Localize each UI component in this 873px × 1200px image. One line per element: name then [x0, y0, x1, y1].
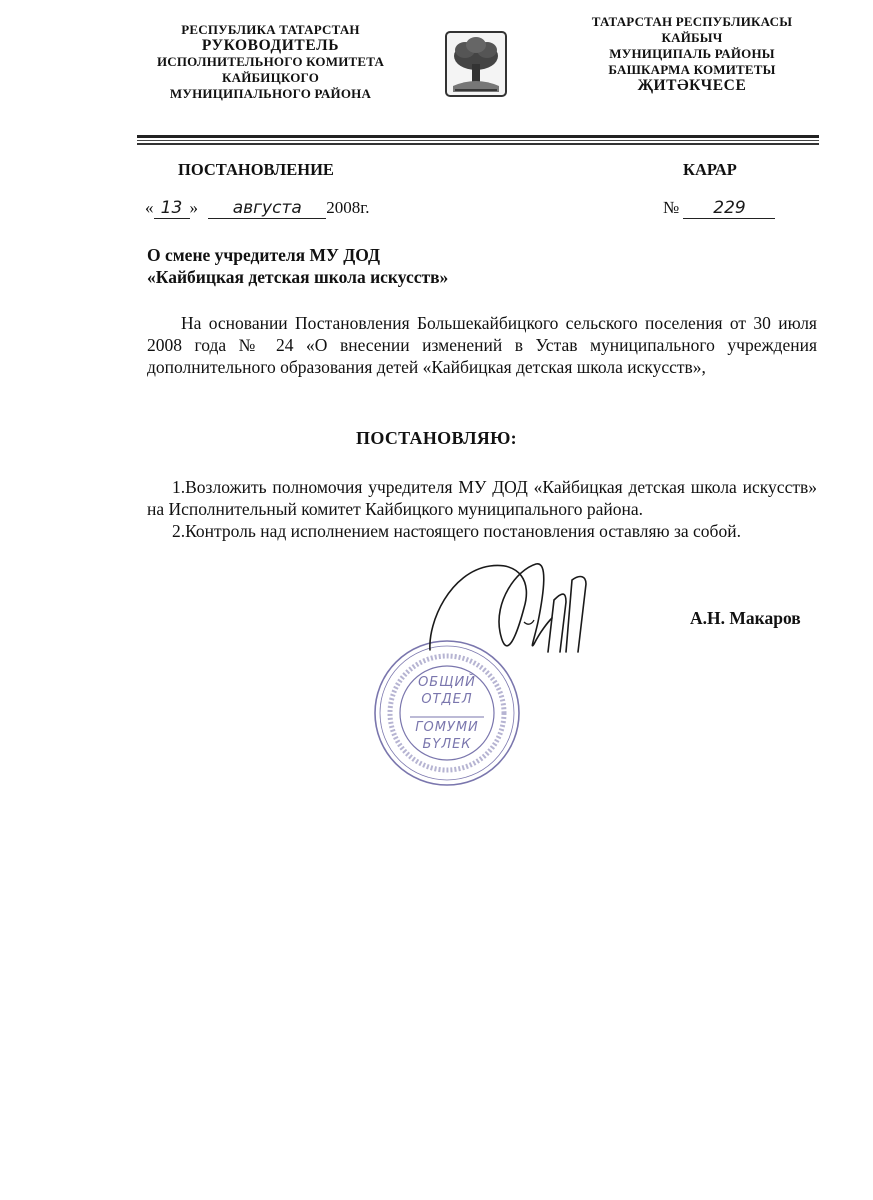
- header-right-line3: МУНИЦИПАЛЬ РАЙОНЫ: [609, 46, 775, 61]
- header-left-line5: МУНИЦИПАЛЬНОГО РАЙОНА: [169, 86, 372, 101]
- document-title: [147, 244, 448, 288]
- date-line: [145, 198, 370, 219]
- decree-heading: ПОСТАНОВЛЯЮ:: [356, 428, 517, 448]
- number-sign: №: [663, 198, 680, 217]
- date-month: августа: [208, 198, 326, 219]
- header-rule-bottom: [137, 143, 819, 145]
- doc-type-tt: КАРАР: [683, 160, 737, 179]
- stamp-line2: ОТДЕЛ: [421, 692, 473, 707]
- header-right-line2: КАЙБЫЧ: [661, 30, 723, 45]
- header-right: [562, 14, 822, 94]
- header-left-line1: РЕСПУБЛИКА ТАТАРСТАН: [181, 22, 360, 37]
- header-left-line3: ИСПОЛНИТЕЛЬНОГО КОМИТЕТА: [156, 54, 385, 69]
- decree-item-2: 2.Контроль над исполнением настоящего постановления оставляю за собой.: [172, 521, 741, 541]
- header-left-line2: РУКОВОДИТЕЛЬ: [201, 37, 340, 54]
- header-rule-thin: [137, 140, 819, 141]
- body-paragraph: На основании Постановления Большекайбицкого сельского поселения от 30 июля 2008 года № 24 «О внесении изменений в Устав муниципального учреждения дополнительного образования детей «Кайбицкая детская школа искусств»,: [147, 313, 817, 377]
- decree-item-1: 1.Возложить полномочия учредителя МУ ДОД «Кайбицкая детская школа искусств» на Исполнительный комитет Кайбицкого муниципального района.: [147, 477, 817, 519]
- number-value: 229: [683, 198, 775, 219]
- stamp-line4: БҮЛЕК: [422, 737, 472, 752]
- date-year: 2008г.: [326, 198, 370, 217]
- title-line1: О смене учредителя МУ ДОД: [147, 245, 381, 265]
- coat-of-arms-emblem: [443, 30, 509, 98]
- date-open-quote: «: [145, 198, 154, 217]
- header-right-line1: ТАТАРСТАН РЕСПУБЛИКАСЫ: [591, 14, 793, 29]
- signer-name: А.Н. Макаров: [690, 608, 801, 628]
- date-day: 13: [154, 198, 190, 219]
- doc-type-ru: ПОСТАНОВЛЕНИЕ: [178, 160, 334, 179]
- date-close-quote: »: [189, 198, 198, 217]
- header-left-line4: КАЙБИЦКОГО: [221, 70, 320, 85]
- number-line: [663, 198, 775, 219]
- stamp-line1: ОБЩИЙ: [418, 675, 476, 690]
- header-left: [128, 22, 413, 102]
- handwritten-signature: [420, 552, 620, 672]
- stamp-line3: ГОМУМИ: [415, 720, 479, 735]
- title-line2: «Кайбицкая детская школа искусств»: [147, 267, 449, 287]
- header-right-line4: БАШКАРМА КОМИТЕТЫ: [608, 62, 776, 77]
- header-right-line5: ҖИТӘКЧЕСЕ: [637, 77, 747, 94]
- header-rule-thick: [137, 135, 819, 138]
